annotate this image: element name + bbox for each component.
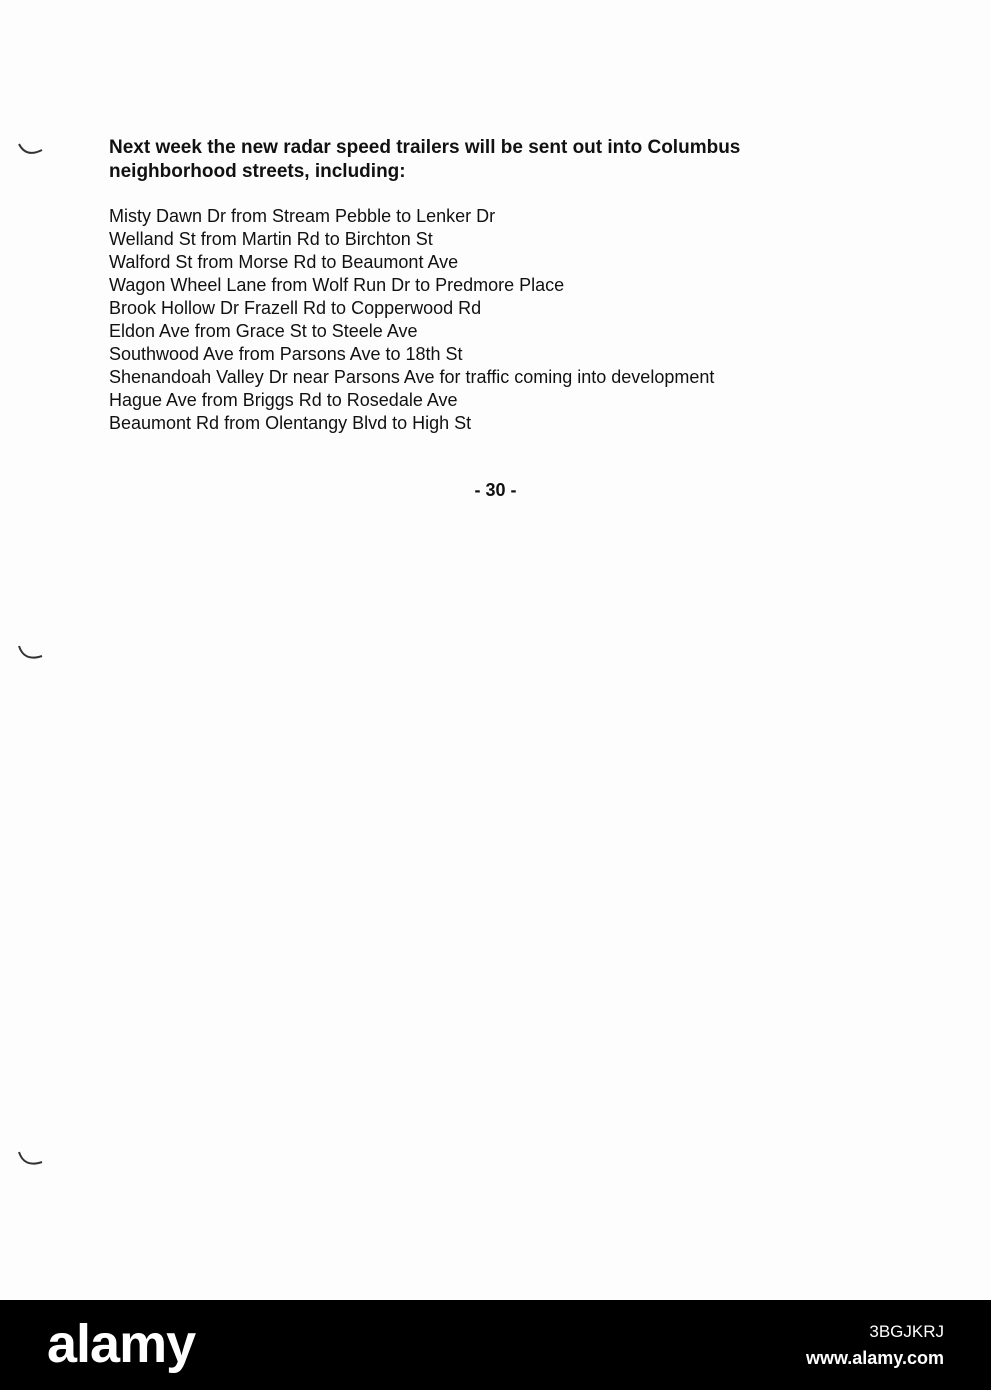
footer-logo: alamy (47, 1314, 196, 1374)
street-item: Brook Hollow Dr Frazell Rd to Copperwood Rd (109, 298, 482, 318)
footer-url: www.alamy.com (805, 1348, 944, 1368)
street-item: Hague Ave from Briggs Rd to Rosedale Ave (109, 390, 458, 410)
document-heading (109, 136, 809, 184)
heading-line-1: Next week the new radar speed trailers will be sent out into Columbus (109, 137, 741, 158)
punch-hole-mark-icon (16, 1150, 44, 1170)
street-item: Wagon Wheel Lane from Wolf Run Dr to Predmore Place (109, 275, 565, 295)
street-item: Eldon Ave from Grace St to Steele Ave (109, 321, 418, 341)
street-item: Misty Dawn Dr from Stream Pebble to Lenker Dr (109, 206, 496, 226)
page-number: - 30 - (474, 480, 517, 500)
street-item: Shenandoah Valley Dr near Parsons Ave for traffic coming into development (109, 367, 715, 387)
punch-hole-mark-icon (16, 644, 44, 664)
heading-line-2: neighborhood streets, including: (109, 161, 406, 182)
street-item: Beaumont Rd from Olentangy Blvd to High St (109, 413, 472, 433)
street-item: Walford St from Morse Rd to Beaumont Ave (109, 252, 459, 272)
punch-hole-mark-icon (16, 140, 44, 160)
watermark-footer (0, 1300, 991, 1390)
street-list (109, 205, 714, 435)
street-item: Southwood Ave from Parsons Ave to 18th St (109, 344, 463, 364)
image-code: 3BGJKRJ (869, 1322, 944, 1341)
street-item: Welland St from Martin Rd to Birchton St (109, 229, 433, 249)
